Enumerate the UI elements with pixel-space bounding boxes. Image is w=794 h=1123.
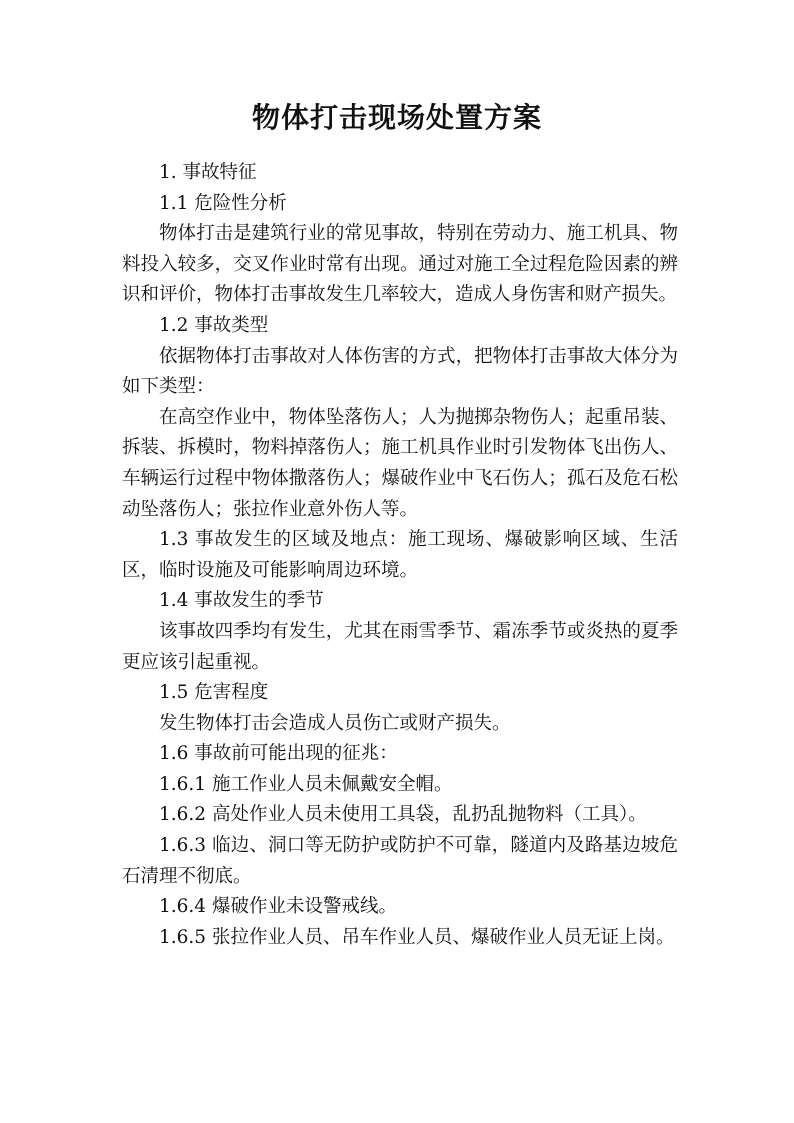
heading-warning-signs: 1.6 事故前可能出现的征兆： <box>159 743 398 765</box>
paragraph-accident-types-intro: 依据物体打击事故对人体伤害的方式，把物体打击事故大体分为如下类型： <box>122 345 678 398</box>
paragraph-hazard-degree: 发生物体打击会造成人员伤亡或财产损失。 <box>159 712 511 734</box>
paragraph-accident-types-list: 在高空作业中，物体坠落伤人；人为抛掷杂物伤人；起重吊装、拆装、拆模时，物料掉落伤人；施工机具作业时引发物体飞出伤人、车辆运行过程中物体撒落伤人；爆破作业中飞石伤人；孤石及危石松动坠落伤人；张拉作业意外伤人等。 <box>122 406 678 520</box>
warning-sign-item: 1.6.1 施工作业人员未佩戴安全帽。 <box>159 773 453 795</box>
heading-accident-season: 1.4 事故发生的季节 <box>159 590 324 612</box>
heading-accident-types: 1.2 事故类型 <box>159 314 269 336</box>
warning-sign-item: 1.6.3 临边、洞口等无防护或防护不可靠，隧道内及路基边坡危石清理不彻底。 <box>122 835 678 887</box>
heading-risk-analysis: 1.1 危险性分析 <box>159 192 287 214</box>
paragraph-accident-locations: 1.3 事故发生的区域及地点：施工现场、爆破影响区域、生活区，临时设施及可能影响周边环境。 <box>122 529 678 581</box>
warning-sign-item: 1.6.4 爆破作业未设警戒线。 <box>159 896 397 918</box>
document-body <box>122 158 678 953</box>
document-title: 物体打击现场处置方案 <box>251 101 542 134</box>
warning-sign-item: 1.6.5 张拉作业人员、吊车作业人员、爆破作业人员无证上岗。 <box>159 926 675 948</box>
paragraph-accident-season: 该事故四季均有发生，尤其在雨雪季节、霜冻季节或炎热的夏季更应该引起重视。 <box>122 620 678 673</box>
warning-sign-item: 1.6.2 高处作业人员未使用工具袋，乱扔乱抛物料（工具）。 <box>159 804 647 826</box>
heading-accident-features: 1. 事故特征 <box>159 162 257 183</box>
paragraph-risk-analysis: 物体打击是建筑行业的常见事故，特别在劳动力、施工机具、物料投入较多，交叉作业时常有出现。通过对施工全过程危险因素的辨识和评价，物体打击事故发生几率较大，造成人身伤害和财产损失。 <box>122 223 678 306</box>
heading-hazard-degree: 1.5 危害程度 <box>159 682 269 704</box>
